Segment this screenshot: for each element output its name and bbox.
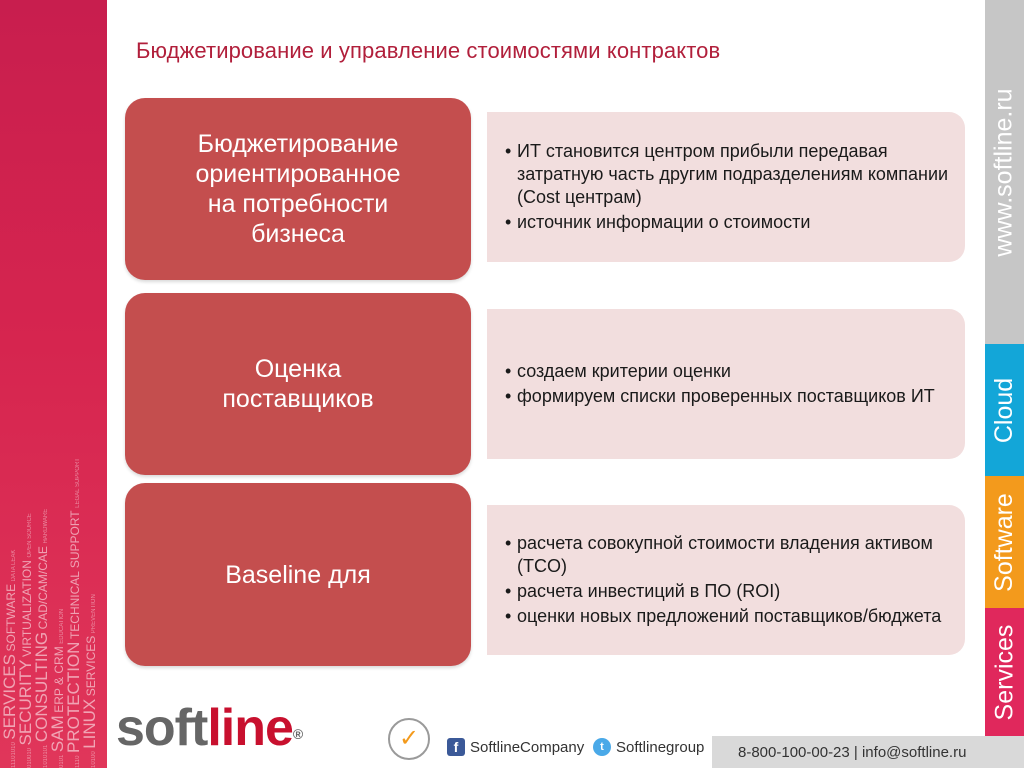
bullet-item: • оценки новых предложений поставщиков/бюджета <box>505 605 951 628</box>
facebook-link[interactable] <box>447 738 584 756</box>
bullet-list <box>505 358 935 410</box>
logo-line: line <box>207 699 293 757</box>
bullet-item: • расчета совокупной стоимости владения активом (TCO) <box>505 532 951 578</box>
band-row: 010010 SECURITY VIRTUALIZATION OPEN SOURCE <box>16 513 35 768</box>
software-tab-label: Software <box>990 492 1019 592</box>
row-heading-line: Оценка <box>254 355 342 383</box>
bullet-item: • формируем списки проверенных поставщиков ИТ <box>505 385 935 408</box>
band-row: 0101 SAM ERP & CRM EDUCATION <box>48 608 67 768</box>
bullet-item: • расчета инвестиций в ПО (ROI) <box>505 580 951 603</box>
content-row <box>125 98 967 280</box>
services-tab[interactable] <box>985 608 1024 736</box>
band-row: 10100 LINUX SERVICES PREVENTION <box>80 594 99 768</box>
band-row: 1110 PROTECTION TECHNICAL SUPPORT LEGAL SUPPORT <box>64 458 83 768</box>
contact-info[interactable]: 8-800-100-00-23 | info@softline.ru <box>738 743 967 761</box>
cloud-tab[interactable] <box>985 344 1024 476</box>
row-heading-box <box>125 293 471 475</box>
website-url-tab[interactable] <box>985 0 1024 344</box>
bullet-item: • ИТ становится центром прибыли передавая затратную часть другим подразделениям компании (Cost центрам) <box>505 140 951 209</box>
row-bullets-panel <box>487 309 965 459</box>
cloud-tab-label: Cloud <box>990 377 1019 443</box>
checkmark-icon: ✓ <box>398 725 420 752</box>
facebook-icon: f <box>447 738 465 756</box>
band-row: 11101010 SERVICES SOFTWARE DATA LEAK <box>0 549 19 768</box>
twitter-icon: t <box>593 738 611 756</box>
row-bullets-panel <box>487 505 965 655</box>
row-heading-line: на потребности <box>207 190 389 218</box>
twitter-label: Softlinegroup <box>616 738 705 756</box>
registered-mark: ® <box>292 726 303 742</box>
twitter-link[interactable] <box>593 738 704 756</box>
content-row <box>125 293 967 475</box>
content-row <box>125 483 967 666</box>
band-keywords <box>2 458 98 768</box>
logo-soft: soft <box>116 699 208 757</box>
left-decorative-band <box>0 0 107 768</box>
row-heading-box <box>125 483 471 666</box>
row-bullets-panel <box>487 112 965 262</box>
facebook-label: SoftlineCompany <box>470 738 585 756</box>
row-heading-line: бизнеса <box>251 220 345 248</box>
bullet-list <box>505 138 951 236</box>
services-tab-label: Services <box>990 624 1018 720</box>
contact-bar <box>712 736 1024 768</box>
bullet-item: • создаем критерии оценки <box>505 360 935 383</box>
row-heading-line: Baseline для <box>225 560 371 589</box>
website-url-label: www.softline.ru <box>990 87 1018 257</box>
bullet-item: • источник информации о стоимости <box>505 211 951 234</box>
row-heading-box <box>125 98 471 280</box>
softline-logo <box>116 698 302 758</box>
bullet-list <box>505 530 951 630</box>
software-tab[interactable] <box>985 476 1024 608</box>
band-row: 1010101 CONSULTING CAD/CAM/CAE HARDWARE <box>32 508 51 768</box>
row-heading-line: ориентированное <box>195 160 401 188</box>
row-heading-line: поставщиков <box>222 385 374 413</box>
slide-title: Бюджетирование и управление стоимостями контрактов <box>136 38 721 63</box>
sgs-certification-icon <box>388 718 430 760</box>
row-heading-line: Бюджетирование <box>197 130 399 158</box>
